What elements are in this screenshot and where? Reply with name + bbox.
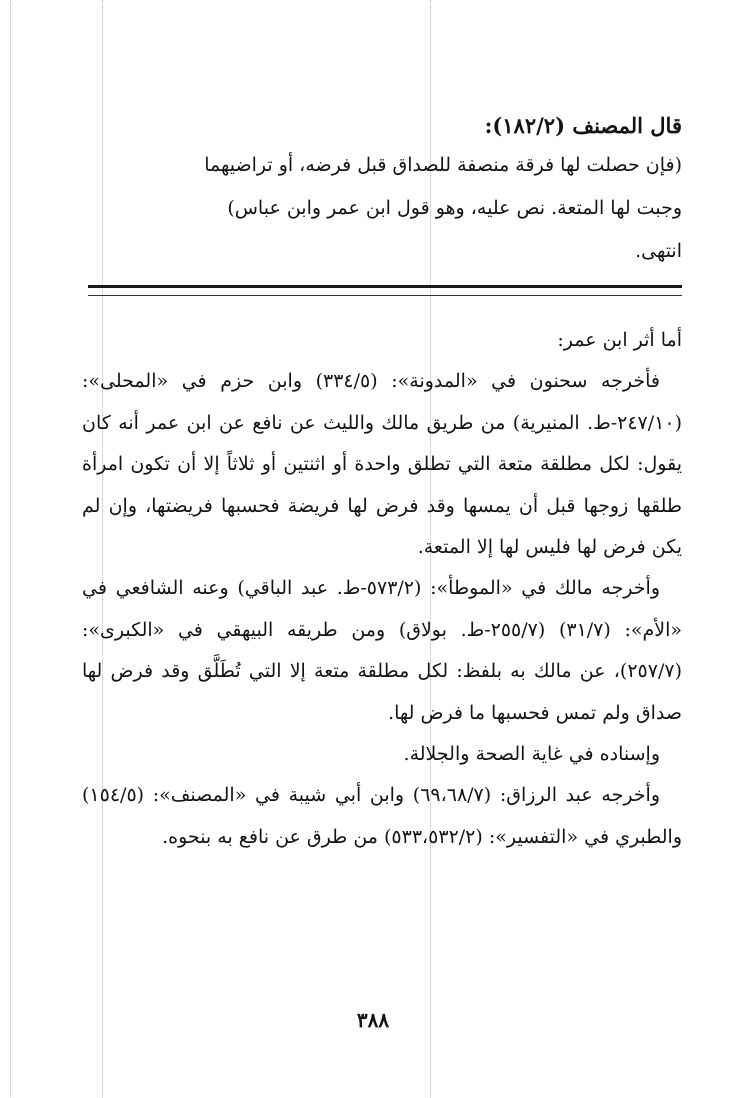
author-quote-heading: قال المصنف (١٨٢/٢): [484,113,682,138]
paragraph: وأخرجه عبد الرزاق: (٦٩،٦٨/٧) وابن أبي شيبة في «المصنف»: (١٥٤/٥) والطبري في «التفسير»: (٥٣٣،٥٣٢/٢) من طرق عن نافع به بنحوه. [82,784,682,848]
paragraph: فأخرجه سحنون في «المدونة»: (٣٣٤/٥) وابن حزم في «المحلى»: (٢٤٧/١٠-ط. المنيرية) من طريق مالك والليث عن نافع عن ابن عمر أنه كان يقول: لكل مطلقة متعة التي تطلق واحدة أو اثنتين أو ثلاثاً إلا أن تكون امرأة طلقها زوجها قبل أن يمسها وقد فرض لها فريضة فحسبها فريضتها، وإن لم يكن فرض لها فليس لها إلا المتعة. [82,370,682,559]
quote-line: وجبت لها المتعة. نص عليه، وهو قول ابن عمر وابن عباس) [227,197,682,219]
section-divider [88,285,682,296]
scan-edge-line-left [10,0,11,1098]
paragraph: وأخرجه مالك في «الموطأ»: (٥٧٣/٢-ط. عبد الباقي) وعنه الشافعي في «الأم»: (٣١/٧) (٢٥٥/٧-ط. بولاق) ومن طريقه البيهقي في «الكبرى»: (٢٥٧/٧)، عن مالك به بلفظ: لكل مطلقة متعة إلا التي تُطَلَّق وقد فرض لها صداق ولم تمس فحسبها ما فرض لها. [82,577,683,724]
commentary-body [82,320,682,858]
author-quote-block [82,108,682,273]
page-number: ٣٨٨ [356,1008,390,1032]
quote-line: انتهى. [635,240,682,262]
paragraph: وإسناده في غاية الصحة والجلالة. [403,743,660,766]
section-heading: أما أثر ابن عمر: [557,329,682,351]
quote-line: (فإن حصلت لها فرقة منصفة للصداق قبل فرضه، أو تراضيهما [204,154,682,176]
